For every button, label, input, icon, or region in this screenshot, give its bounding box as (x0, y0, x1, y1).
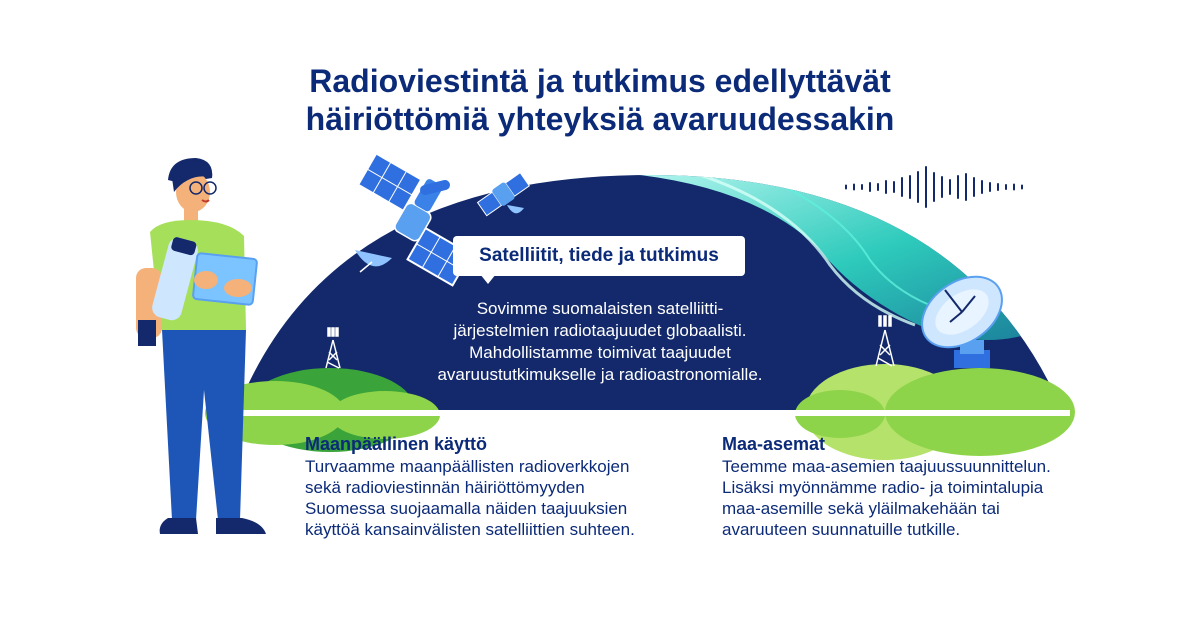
section-line: Lisäksi myönnämme radio- ja toimintalupia (722, 478, 1044, 497)
person-illustration (136, 158, 266, 534)
title-line-2: häiriöttömiä yhteyksiä avaruudessakin (305, 101, 895, 137)
section-line: maa-asemille sekä yläilmakehään tai (722, 499, 1000, 518)
section-terrestrial-use (305, 433, 705, 540)
dome-description (395, 298, 805, 386)
dome-text-line: järjestelmien radiotaajuudet globaalisti. (453, 321, 747, 340)
section-heading: Maa-asemat (722, 434, 826, 454)
section-line: avaruuteen suunnatuille tutkille. (722, 520, 961, 539)
section-line: Suomessa suojaamalla näiden taajuuksien (305, 499, 628, 518)
section-earth-stations (722, 433, 1122, 540)
section-line: käyttöä kansainvälisten satelliittien suhteen. (305, 520, 635, 539)
page-title (0, 62, 1200, 138)
sound-wave-icon (846, 167, 1022, 207)
dome-text-line: Sovimme suomalaisten satelliitti- (476, 299, 724, 318)
section-line: sekä radioviestinnän häiriöttömyyden (305, 478, 585, 497)
dome-text-line: avaruustutkimukselle ja radioastronomialle. (437, 365, 763, 384)
section-heading: Maanpäällinen käyttö (305, 434, 488, 454)
title-line-1: Radioviestintä ja tutkimus edellyttävät (309, 63, 891, 99)
dome-text-line: Mahdollistamme toimivat taajuudet (469, 343, 731, 362)
callout-tail (480, 274, 496, 284)
section-line: Teemme maa-asemien taajuussuunnittelun. (722, 457, 1051, 476)
section-line: Turvaamme maanpäällisten radioverkkojen (305, 457, 630, 476)
callout-label: Satelliitit, tiede ja tutkimus (453, 236, 745, 276)
